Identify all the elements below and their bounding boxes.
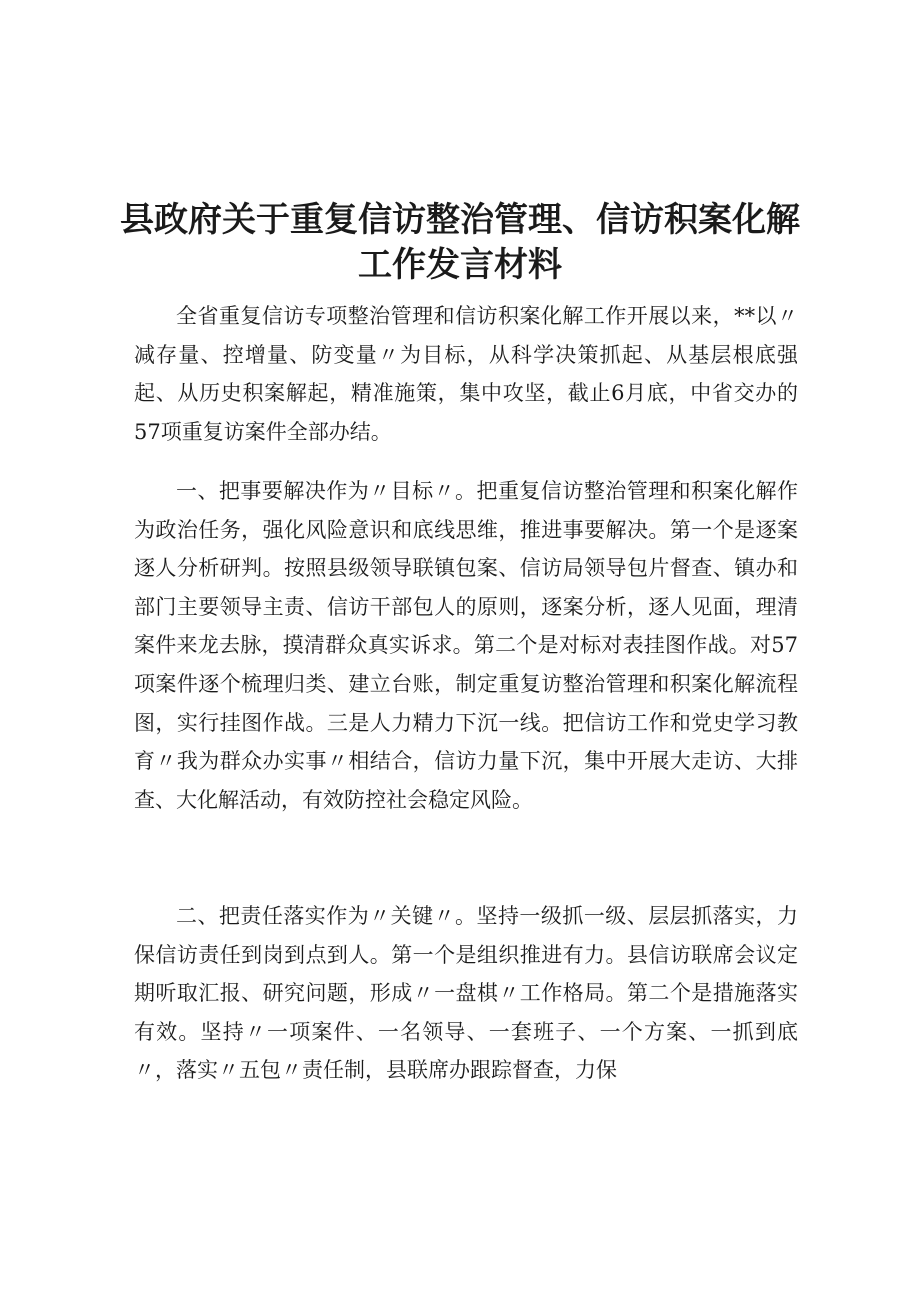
paragraph-section-2: 二、把责任落实作为〃关键〃。坚持一级抓一级、层层抓落实，力保信访责任到岗到点到人。第一个是组织推进有力。县信访联席会议定期听取汇报、研究问题，形成〃一盘棋〃工作格局。第二个是措施落实有效。坚持〃一项案件、一名领导、一套班子、一个方案、一抓到底〃，落实〃五包〃责任制，县联席办跟踪督查，力保 bbox=[134, 904, 798, 1083]
paragraph-intro: 全省重复信访专项整治管理和信访积案化解工作开展以来，**以〃减存量、控增量、防变量〃为目标，从科学决策抓起、从基层根底强起、从历史积案解起，精准施策，集中攻坚，截止6月底，中省交办的57项重复访案件全部办结。 bbox=[134, 304, 798, 444]
document-title-line-1: 县政府关于重复信访整治管理、信访积案化解 bbox=[120, 200, 800, 240]
document-title-line-2: 工作发言材料 bbox=[358, 245, 562, 285]
paragraph-section-1: 一、把事要解决作为〃目标〃。把重复信访整治管理和积案化解作为政治任务，强化风险意识和底线思维，推进事要解决。第一个是逐案逐人分析研判。按照县级领导联镇包案、信访局领导包片督查、镇办和部门主要领导主责、信访干部包人的原则，逐案分析，逐人见面，理清案件来龙去脉，摸清群众真实诉求。第二个是对标对表挂图作战。对57项案件逐个梳理归类、建立台账，制定重复访整治管理和积案化解流程图，实行挂图作战。三是人力精力下沉一线。把信访工作和党史学习教育〃我为群众办实事〃相结合，信访力量下沉，集中开展大走访、大排查、大化解活动，有效防控社会稳定风险。 bbox=[134, 479, 798, 812]
